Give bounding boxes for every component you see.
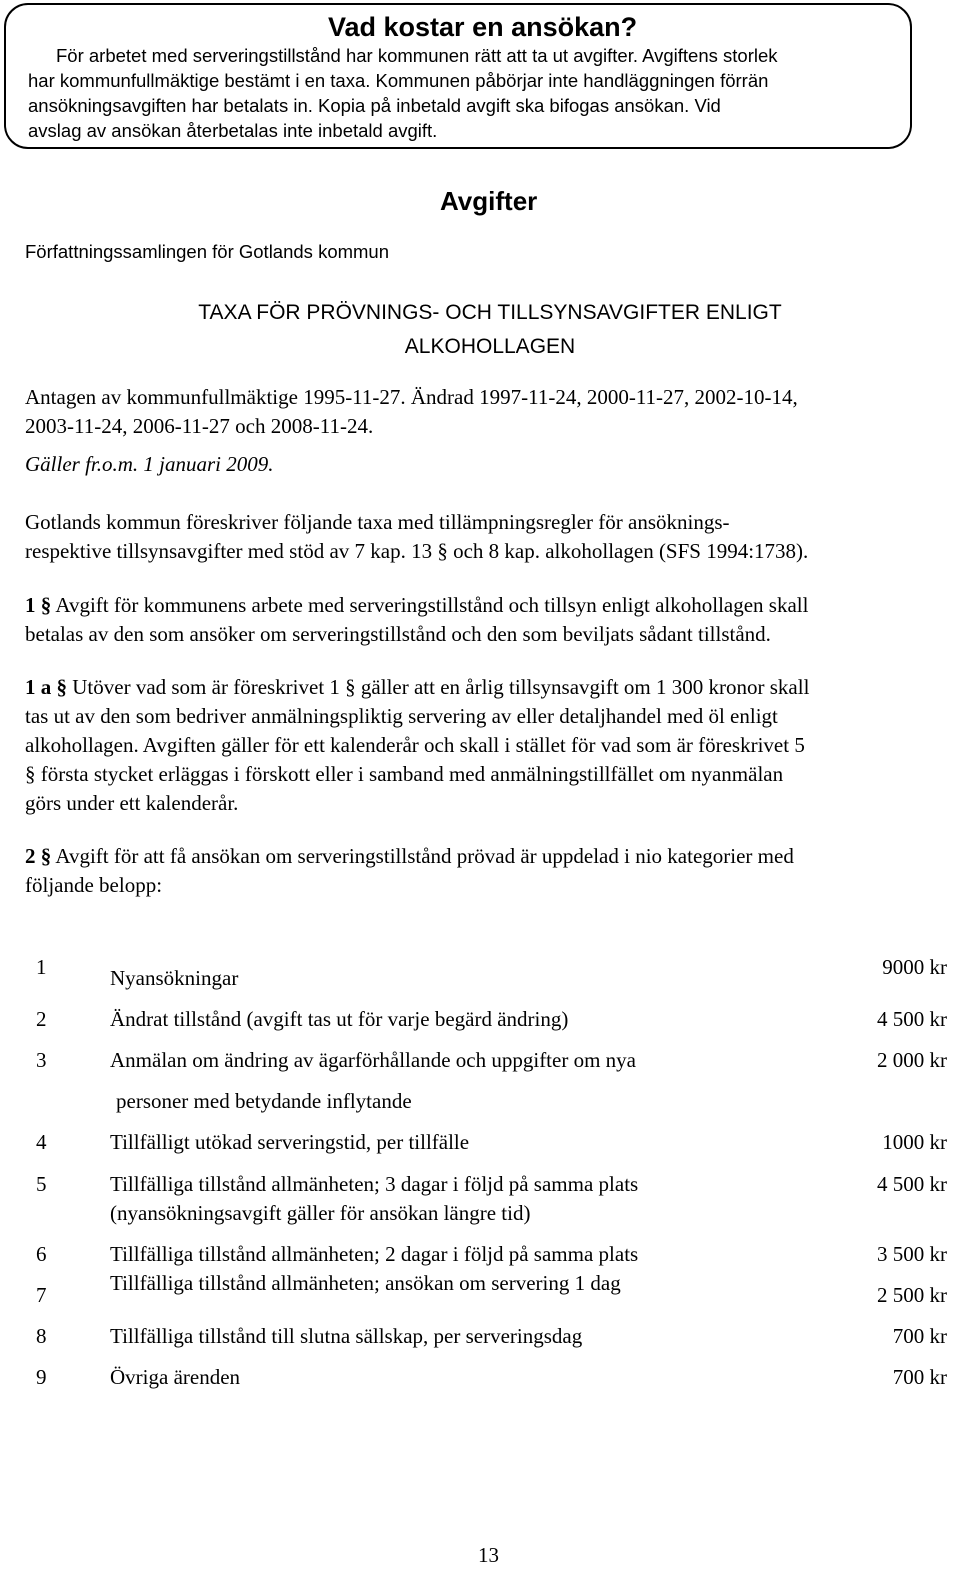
fee-number: 9 [36,1365,47,1389]
fee-number: 5 [36,1172,47,1196]
fee-description: Tillfälliga tillstånd allmänheten; 3 dagar i följd på samma plats [110,1172,639,1196]
section-2 [25,842,935,900]
section-text: tas ut av den som bedriver anmälningspliktig servering av eller detaljhandel med öl enligt [25,704,778,728]
fee-description-continued: (nyansökningsavgift gäller för ansökan längre tid) [110,1201,531,1225]
fee-number: 8 [36,1324,47,1348]
section-1 [25,591,935,649]
section-text: § första stycket erläggas i förskott eller i samband med anmälningstillfället om nyanmälan [25,762,784,786]
notice-line: avslag av ansökan återbetalas inte inbetald avgift. [28,120,438,141]
taxa-title-line: ALKOHOLLAGEN [404,335,576,358]
fee-description: Nyansökningar [110,966,239,990]
section-mark: 2 § [25,844,52,868]
fee-number: 6 [36,1242,47,1266]
fee-description: Tillfälliga tillstånd till slutna sällskap, per serveringsdag [110,1324,583,1348]
section-1a [25,673,935,818]
notice-title: Vad kostar en ansökan? [328,12,638,42]
section-text: följande belopp: [25,873,163,897]
fee-amount: 1000 kr [882,1130,947,1154]
section-text: alkohollagen. Avgiften gäller för ett kalenderår och skall i stället för vad som är föreskrivet 5 [25,733,805,757]
fee-number: 7 [36,1283,47,1307]
fee-number: 2 [36,1007,47,1031]
taxa-title [160,296,820,364]
fee-amount: 700 kr [892,1324,947,1348]
fee-description: Övriga ärenden [110,1365,241,1389]
fee-amount: 4 500 kr [877,1007,947,1031]
fee-number: 3 [36,1048,47,1072]
fee-description-continued: personer med betydande inflytande [116,1089,412,1113]
fee-number: 4 [36,1130,47,1154]
adoption-block [25,383,935,479]
notice-box [4,3,912,149]
notice-line: ansökningsavgiften har betalats in. Kopia på inbetald avgift ska bifogas ansökan. Vid [28,95,721,116]
section-text: Avgift för kommunens arbete med serveringstillstånd och tillsyn enligt alkohollagen skall [55,593,809,617]
fee-amount: 2 000 kr [877,1048,947,1072]
intro-line: Gotlands kommun föreskriver följande taxa med tillämpningsregler för ansöknings- [25,510,730,534]
section-mark: 1 a § [25,675,67,699]
intro-block [25,508,935,566]
section-text: görs under ett kalenderår. [25,791,239,815]
page-number: 13 [478,1543,499,1567]
fee-amount: 2 500 kr [877,1283,947,1307]
intro-line: respektive tillsynsavgifter med stöd av 7 kap. 13 § och 8 kap. alkohollagen (SFS 1994:1738). [25,539,809,563]
section-text: betalas av den som ansöker om serveringstillstånd och den som beviljats sådant tillstånd. [25,622,771,646]
notice-line: För arbetet med serveringstillstånd har kommunen rätt att ta ut avgifter. Avgiftens storlek [56,45,778,66]
fee-description: Tillfälliga tillstånd allmänheten; ansökan om servering 1 dag [110,1271,621,1295]
fee-description: Anmälan om ändring av ägarförhållande och uppgifter om nya [110,1048,636,1072]
fee-number: 1 [36,955,47,979]
fee-amount: 4 500 kr [877,1172,947,1196]
fee-amount: 700 kr [892,1365,947,1389]
fee-amount: 3 500 kr [877,1242,947,1266]
taxa-title-line: TAXA FÖR PRÖVNINGS- OCH TILLSYNSAVGIFTER ENLIGT [198,301,782,324]
valid-from: Gäller fr.o.m. 1 januari 2009. [25,452,274,476]
fee-description: Ändrat tillstånd (avgift tas ut för varje begärd ändring) [110,1007,569,1031]
collection-name: Författningssamlingen för Gotlands kommun [25,241,390,262]
fee-amount: 9000 kr [882,955,947,979]
notice-line: har kommunfullmäktige bestämt i en taxa. Kommunen påbörjar inte handläggningen förrän [28,70,769,91]
section-mark: 1 § [25,593,52,617]
fee-description: Tillfälligt utökad serveringstid, per tillfälle [110,1130,470,1154]
section-title: Avgifter [440,186,538,216]
adoption-line: 2003-11-24, 2006-11-27 och 2008-11-24. [25,414,374,438]
adoption-line: Antagen av kommunfullmäktige 1995-11-27. Ändrad 1997-11-24, 2000-11-27, 2002-10-14, [25,385,798,409]
fee-description: Tillfälliga tillstånd allmänheten; 2 dagar i följd på samma plats [110,1242,639,1266]
section-text: Utöver vad som är föreskrivet 1 § gäller att en årlig tillsynsavgift om 1 300 kronor skall [72,675,810,699]
section-text: Avgift för att få ansökan om serveringstillstånd prövad är uppdelad i nio kategorier med [55,844,794,868]
